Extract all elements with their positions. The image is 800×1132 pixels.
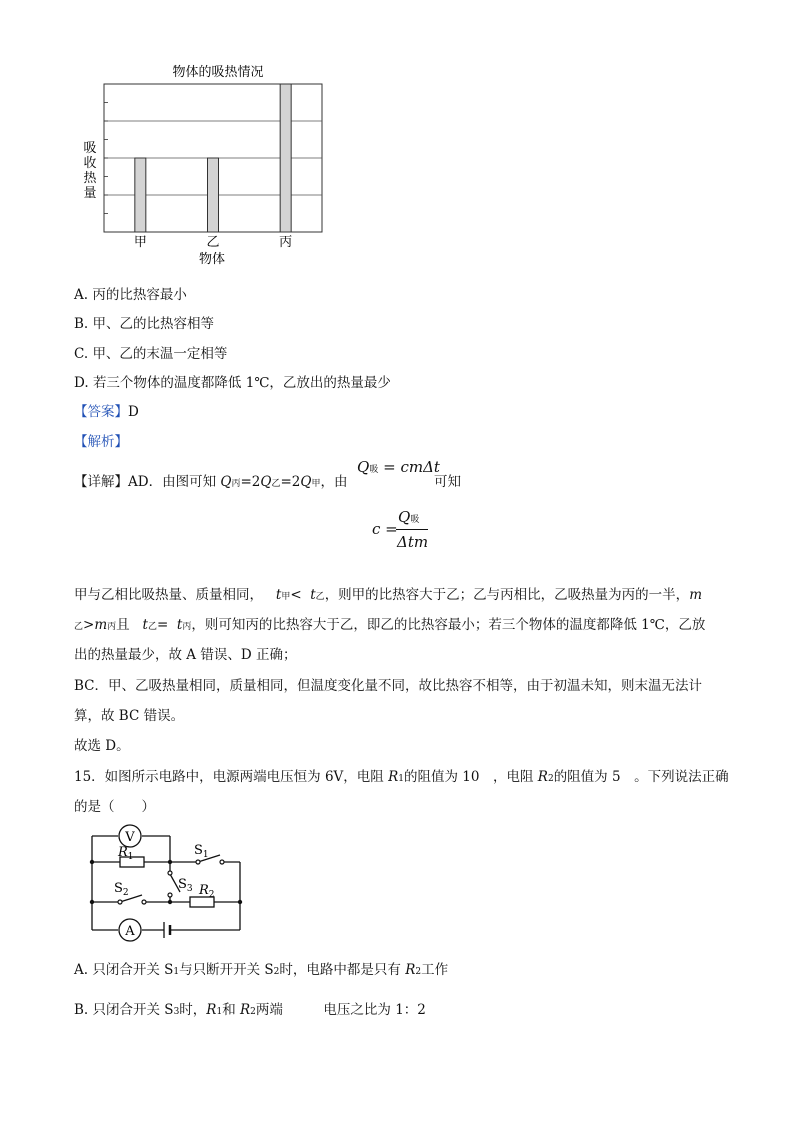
q15-option-b: B. 只闭合开关 S3时，R1和 R2两端 电压之比为 1：2 [74, 1002, 426, 1018]
ammeter [119, 919, 141, 941]
x-tick-label: 甲 [133, 235, 147, 250]
option-a: A. 丙的比热容最小 [74, 287, 187, 303]
option-b: B. 甲、乙的比热容相等 [74, 316, 215, 332]
detail-line-1-end: 可知 [434, 474, 461, 490]
ylabel-char: 热 [83, 171, 97, 186]
chart-xlabel: 物体 [198, 252, 226, 267]
x-tick-label: 乙 [206, 235, 220, 250]
ylabel-char: 量 [83, 186, 97, 201]
answer-label: 【答案】 [74, 404, 128, 420]
chart-title: 物体的吸热情况 [172, 65, 264, 80]
bar-2 [208, 158, 219, 232]
detail-line-5: BC．甲、乙吸热量相同，质量相同，但温度变化量不同，故比热容不相等，由于初温未知，则末温无法计 [74, 678, 702, 694]
formula-c-lhs: c = [372, 520, 398, 538]
circuit-diagram [84, 822, 254, 947]
detail-line-2: 甲与乙相比吸热量、质量相同， t甲< t乙，则甲的比热容大于乙；乙与丙相比，乙吸热量为丙的一半，m [74, 587, 702, 603]
detail-line-7: 故选 D。 [74, 738, 130, 754]
detail-line-6: 算，故 BC 错误。 [74, 708, 185, 724]
detail-line-4: 出的热量最少，故 A 错误、D 正确； [74, 647, 297, 663]
label-s1: $S_1$ [194, 843, 209, 860]
fraction-bar [396, 529, 428, 530]
formula-c-num: Q吸 [398, 508, 420, 526]
x-tick-label: 丙 [279, 235, 293, 250]
formula-c-den: Δtm [397, 533, 429, 551]
formula-q-cmdt: Q吸 = cmΔt [357, 458, 440, 476]
bar-1 [135, 158, 146, 232]
svg-text:V: V [125, 830, 135, 845]
label-r1: $R_1$ [118, 845, 134, 862]
q15-stem-2: 的是（ ） [74, 799, 155, 815]
heat-absorption-chart [78, 60, 338, 270]
chart-ylabel [83, 141, 97, 201]
option-c: C. 甲、乙的末温一定相等 [74, 346, 228, 362]
label-s3: $S_3$ [178, 877, 193, 894]
ylabel-char: 收 [83, 156, 97, 171]
option-d: D. 若三个物体的温度都降低 1℃，乙放出的热量最少 [74, 375, 391, 391]
bar-3 [280, 84, 291, 232]
label-s2: $S_2$ [114, 881, 129, 898]
detail-line-1: 【详解】AD．由图可知 Q丙=2Q乙=2Q甲，由 [74, 474, 348, 490]
analysis-label: 【解析】 [74, 434, 128, 450]
q15-stem-1: 15．如图所示电路中，电源两端电压恒为 6V，电阻 R1的阻值为 10 ，电阻 R2的阻值为 5 。下列说法正确 [74, 769, 729, 785]
q15-option-a: A. 只闭合开关 S1与只断开开关 S2时，电路中都是只有 R2工作 [74, 962, 449, 978]
answer-value: D [128, 404, 139, 420]
label-r2: $R_2$ [199, 883, 215, 900]
ylabel-char: 吸 [83, 141, 97, 156]
svg-text:A: A [125, 924, 135, 939]
voltmeter [119, 825, 141, 847]
detail-line-3: 乙>m丙且 t乙= t丙，则可知丙的比热容大于乙，即乙的比热容最小；若三个物体的温度都降低 1℃，乙放 [74, 617, 706, 633]
answer-line [74, 400, 139, 420]
